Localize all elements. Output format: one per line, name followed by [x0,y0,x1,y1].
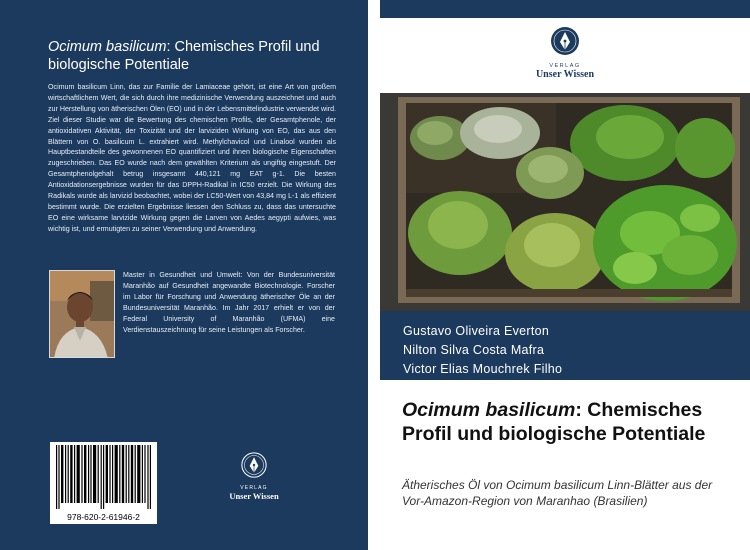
back-cover-title [48,38,340,74]
publisher-logo-back [218,452,290,504]
authors-band [380,311,750,380]
barcode-icon [54,445,153,509]
pen-nib-emblem-icon [550,26,580,56]
publisher-logo-front [510,26,620,86]
publisher-brand-label: Unser Wissen [535,69,595,80]
front-cover-title [402,398,732,446]
author-name: Gustavo Oliveira Everton [403,324,550,338]
publisher-brand-label: Unser Wissen [229,491,279,501]
isbn-number: 978-620-2-61946-2 [67,512,140,522]
front-cover-subtitle: Ätherisches Öl von Ocimum basilicum Linn-Blätter aus der Vor-Amazon-Region von Maranhao (Brasilien) [402,478,713,508]
back-title-rest: : Chemisches Profil und biologische Potentiale [48,39,320,73]
publisher-verlag-label: VERLAG [549,63,581,69]
pen-nib-emblem-icon [241,452,267,478]
back-cover-abstract: Ocimum basilicum Linn, das zur Familie der Lamiaceae gehört, ist eine Art von großem wirtschaftlichem Wert, die sich durch ihre medizinische Verwendung auszeichnet und auch zur Herstellung von ätherischen Ölen (EO) und in der Lebensmittelindustrie verwendet wird. Ziel dieser Studie war die Bewertung des chemischen Profils, der Gesamtphenole, der antioxidativen Aktivität, der Toxizität und der larviziden Wirkung von EO, das aus den Blättern von O. basilicum L. extrahiert wird. Methylchavicol und Linalool wurden als Hauptbestandteile des gewonnenen EO quantifiziert und ihnen biologische Eigenschaften zugeschrieben. Das EO wurde nach dem gewählten Kriterium als ungiftig eingestuft. Der Gesamtphenolgehalt betrug insgesamt 440,121 mg EAT g-1. Die besten Antioxidationsergebnisse wurden für das DPPH-Radikal in IC50 erzielt. Die Wirkung des Radikals wurde als larvizid beobachtet, wobei der LC50-Wert von 43,84 mg L-1 als effizient bestimmt wurde. Die erzielten Ergebnisse liessen den Schluss zu, dass das untersuchte EO eine wirksame larvizide Wirkung gegen die Larven von Aedes aegypti aufwies, was wichtig ist, und ermutigten zu seiner Verwendung und Anwendung. [48,83,336,233]
back-title-italic: Ocimum basilicum [48,39,167,55]
front-title-italic: Ocimum basilicum [402,399,576,421]
author-bio: Master in Gesundheit und Umwelt: Von der Bundesuniversität Maranhão auf Gesundheit angewandte Biotechnologie. Forscher im Labor für Forschung und Anwendung ätherischer Öle an der Bundesuniversität Maranhão. Im Jahr 2017 erhielt er von der Federal University of Maranhão (UFMA) eine Verdienstauszeichnung für seine Leistungen als Forscher. [123,271,335,334]
front-title-rest: : Chemisches Profil und biologische Potentiale [402,399,706,445]
spine-gap [368,0,380,550]
author-name: Victor Elias Mouchrek Filho [403,362,563,376]
back-cover [0,0,368,550]
front-top-bar [380,0,750,18]
publisher-verlag-label: VERLAG [240,485,268,491]
author-photo [49,270,115,358]
herb-garden-photo [380,93,750,311]
barcode [50,442,157,524]
author-name: Nilton Silva Costa Mafra [403,343,545,357]
front-cover [380,0,750,550]
